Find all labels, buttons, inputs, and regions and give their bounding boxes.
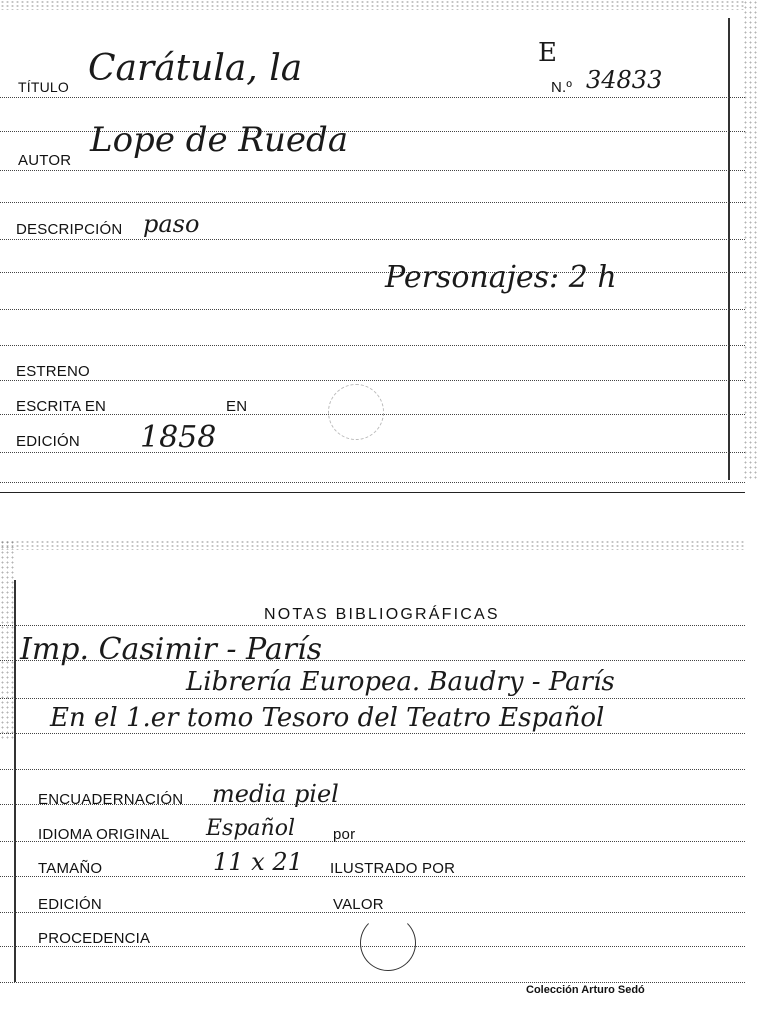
ruled-line — [0, 345, 745, 346]
edicion-value: 1858 — [140, 420, 217, 455]
numero-letter: E — [538, 38, 557, 68]
ruled-line — [0, 309, 745, 310]
ruled-line — [0, 239, 745, 240]
valor-label: VALOR — [333, 896, 384, 913]
tamano-label: TAMAÑO — [38, 860, 103, 877]
notas-heading: NOTAS BIBLIOGRÁFICAS — [264, 606, 500, 623]
ruled-line — [0, 769, 745, 770]
ruled-line — [0, 202, 745, 203]
ruled-line — [0, 733, 745, 734]
escrita-en-label: ESCRITA EN — [16, 398, 107, 415]
note-line-2: Librería Europea. Baudry - París — [186, 667, 615, 697]
numero-value: 34833 — [586, 66, 663, 94]
ruled-line — [0, 380, 745, 381]
card-edge-texture — [743, 0, 759, 480]
catalog-card-top — [0, 0, 745, 492]
en-label: EN — [226, 398, 248, 415]
titulo-label: TÍTULO — [18, 79, 69, 95]
ruled-line — [0, 170, 745, 171]
por-label: por — [333, 826, 356, 843]
faded-stamp — [328, 384, 384, 440]
descripcion-note: Personajes: 2 h — [385, 260, 617, 295]
ruled-line — [0, 452, 745, 453]
tamano-value: 11 x 21 — [213, 848, 303, 876]
ruled-line — [0, 625, 745, 626]
autor-label: AUTOR — [18, 152, 72, 169]
procedencia-label: PROCEDENCIA — [38, 930, 151, 947]
descripcion-value: paso — [143, 210, 200, 238]
catalog-card-bottom — [0, 540, 745, 1020]
ruled-line — [0, 97, 745, 98]
card-right-border — [728, 18, 730, 480]
edicion-label: EDICIÓN — [38, 896, 102, 913]
note-line-3: En el 1.er tomo Tesoro del Teatro Español — [50, 703, 605, 733]
encuadernacion-label: ENCUADERNACIÓN — [38, 791, 184, 808]
descripcion-label: DESCRIPCIÓN — [16, 221, 123, 238]
ruled-line — [0, 982, 745, 983]
seal-stamp — [360, 915, 416, 971]
ilustrado-label: ILUSTRADO POR — [330, 860, 456, 877]
encuadernacion-value: media piel — [212, 780, 339, 808]
edicion-label: EDICIÓN — [16, 433, 80, 450]
card-left-border — [14, 580, 16, 982]
numero-label: N.º — [551, 79, 573, 96]
card-separator — [0, 492, 745, 493]
autor-value: Lope de Rueda — [90, 120, 349, 160]
ruled-line — [0, 698, 745, 699]
ruled-line — [0, 272, 745, 273]
idioma-value: Español — [206, 816, 295, 841]
titulo-value: Carátula, la — [88, 48, 303, 89]
card-edge-texture — [0, 540, 745, 550]
idioma-label: IDIOMA ORIGINAL — [38, 826, 170, 843]
collection-credit: Colección Arturo Sedó — [526, 984, 645, 996]
card-edge-texture — [0, 0, 745, 10]
estreno-label: ESTRENO — [16, 363, 90, 380]
ruled-line — [0, 482, 745, 483]
note-line-1: Imp. Casimir - París — [20, 632, 323, 667]
